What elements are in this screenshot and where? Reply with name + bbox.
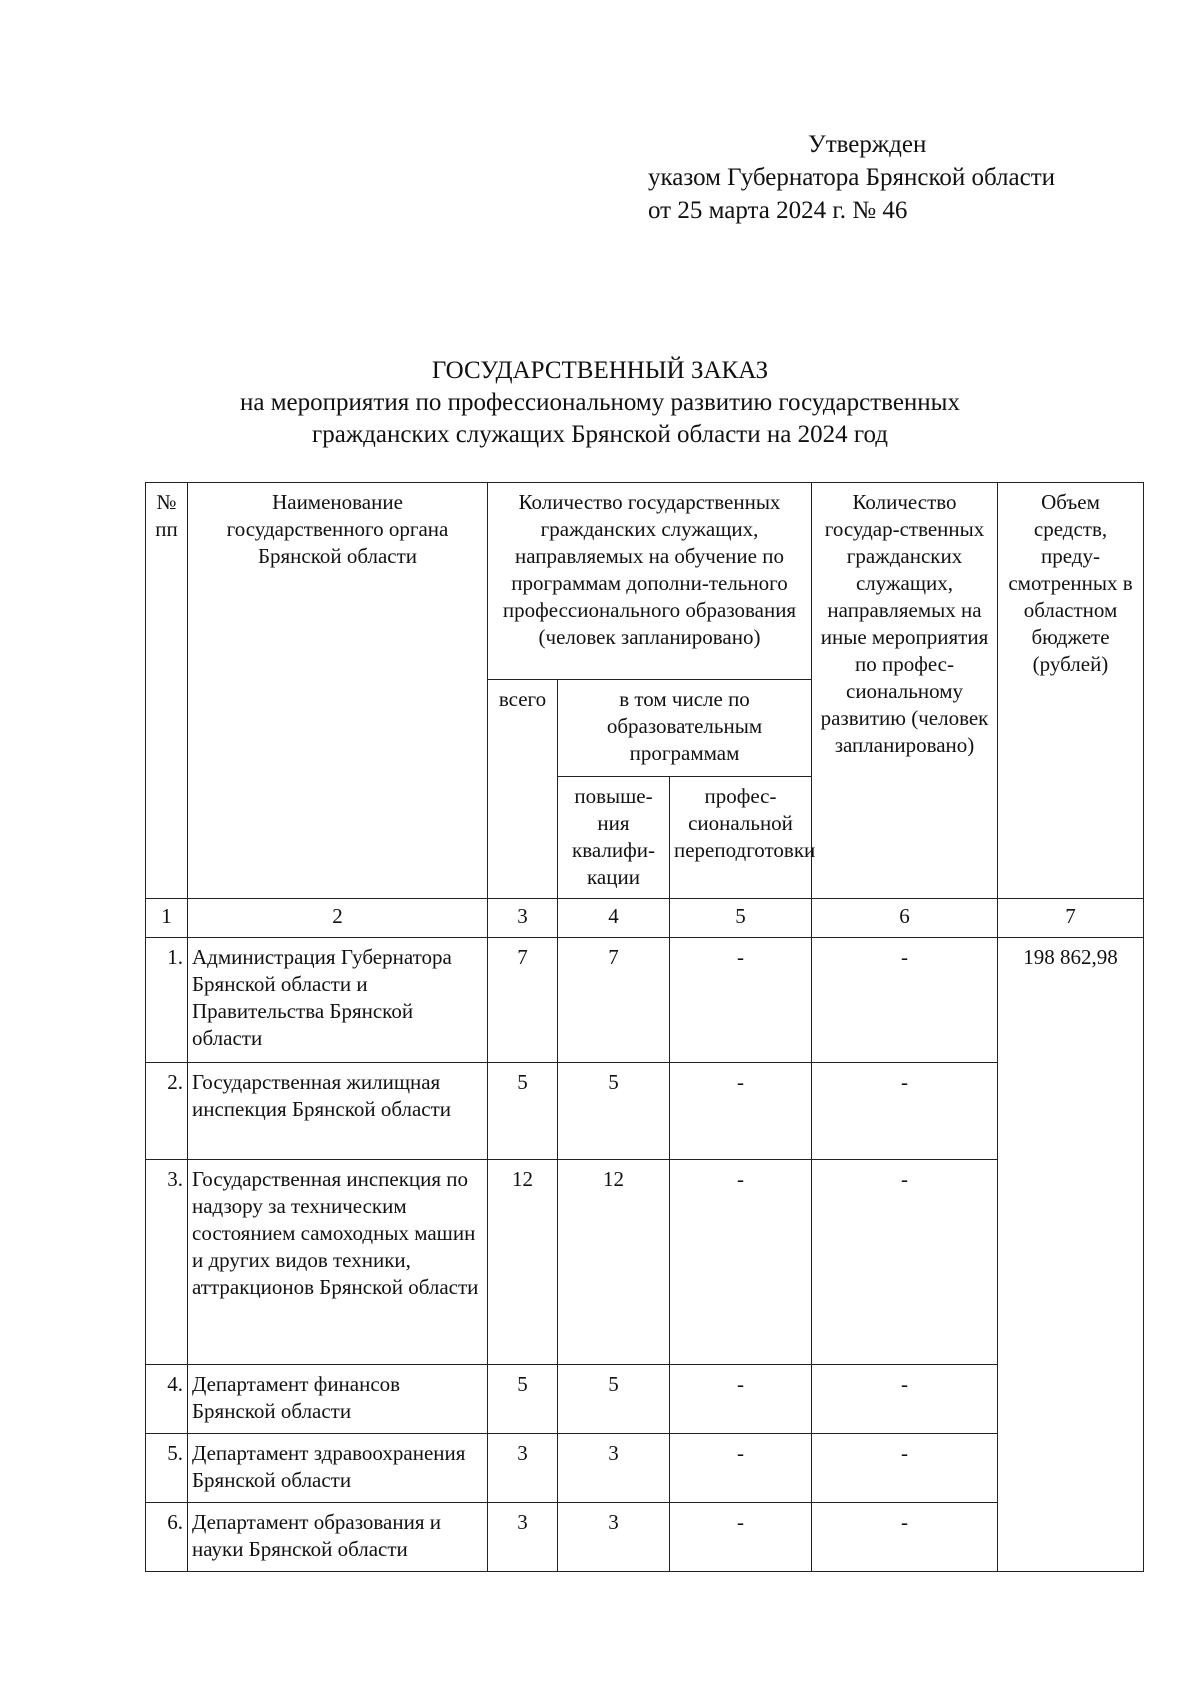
row-qualification: 3 — [558, 1434, 670, 1503]
col-number: 6 — [812, 899, 998, 938]
row-org: Департамент образования и науки Брянской области — [188, 1503, 488, 1572]
table-row — [146, 1365, 1144, 1434]
title-line-3: гражданских служащих Брянской области на 2024 год — [312, 421, 888, 448]
row-qualification: 12 — [558, 1160, 670, 1365]
header-count-other: Количество государ-ственных гражданских служащих, направляемых на иные мероприятия по профес-сиональному развитию (человек запланировано) — [812, 483, 998, 899]
header-org: Наименование государственного органа Брянской области — [188, 483, 488, 899]
row-qualification: 5 — [558, 1365, 670, 1434]
state-order-table — [145, 482, 1144, 1572]
approval-block — [648, 128, 1055, 227]
header-qualification: повыше-ния квалифи-кации — [558, 777, 670, 899]
row-org: Департамент здравоохранения Брянской области — [188, 1434, 488, 1503]
row-other: - — [812, 1160, 998, 1365]
header-num: № пп — [146, 483, 188, 899]
col-number: 5 — [670, 899, 812, 938]
row-other: - — [812, 1063, 998, 1160]
row-org: Администрация Губернатора Брянской области и Правительства Брянской области — [188, 938, 488, 1063]
header-row-1 — [146, 483, 1144, 680]
row-other: - — [812, 1503, 998, 1572]
col-number: 7 — [998, 899, 1144, 938]
approval-line-1: Утвержден — [808, 131, 927, 158]
col-number: 4 — [558, 899, 670, 938]
row-qualification: 3 — [558, 1503, 670, 1572]
row-retraining: - — [670, 1063, 812, 1160]
row-retraining: - — [670, 1434, 812, 1503]
col-number: 3 — [488, 899, 558, 938]
column-number-row — [146, 899, 1144, 938]
row-num: 1. — [146, 938, 188, 1063]
table-row — [146, 938, 1144, 1063]
table-row — [146, 1160, 1144, 1365]
row-retraining: - — [670, 1160, 812, 1365]
row-other: - — [812, 938, 998, 1063]
row-total: 5 — [488, 1365, 558, 1434]
header-retraining: профес-сиональной переподготовки — [670, 777, 812, 899]
row-other: - — [812, 1434, 998, 1503]
table-row — [146, 1063, 1144, 1160]
row-retraining: - — [670, 938, 812, 1063]
row-org: Государственная инспекция по надзору за техническим состоянием самоходных машин и других видов техники, аттракционов Брянской области — [188, 1160, 488, 1365]
row-retraining: - — [670, 1365, 812, 1434]
title-line-2: на мероприятия по профессиональному развитию государственных — [240, 389, 960, 416]
document-title — [200, 355, 1000, 451]
header-including: в том числе по образовательным программам — [558, 680, 812, 777]
row-total: 7 — [488, 938, 558, 1063]
budget-value: 198 862,98 — [998, 938, 1144, 1572]
row-retraining: - — [670, 1503, 812, 1572]
row-total: 3 — [488, 1434, 558, 1503]
row-num: 3. — [146, 1160, 188, 1365]
row-qualification: 5 — [558, 1063, 670, 1160]
row-total: 12 — [488, 1160, 558, 1365]
row-num: 2. — [146, 1063, 188, 1160]
title-heading: ГОСУДАРСТВЕННЫЙ ЗАКАЗ — [431, 357, 769, 384]
table-row — [146, 1434, 1144, 1503]
col-number: 2 — [188, 899, 488, 938]
approval-line-2: указом Губернатора Брянской области — [648, 164, 1056, 191]
approval-line-3: от 25 марта 2024 г. № 46 — [648, 197, 908, 224]
table-row — [146, 1503, 1144, 1572]
row-num: 4. — [146, 1365, 188, 1434]
header-budget: Объем средств, преду-смотренных в областном бюджете (рублей) — [998, 483, 1144, 899]
row-qualification: 7 — [558, 938, 670, 1063]
row-org: Государственная жилищная инспекция Брянской области — [188, 1063, 488, 1160]
row-total: 3 — [488, 1503, 558, 1572]
row-num: 5. — [146, 1434, 188, 1503]
row-num: 6. — [146, 1503, 188, 1572]
row-total: 5 — [488, 1063, 558, 1160]
row-other: - — [812, 1365, 998, 1434]
header-total: всего — [488, 680, 558, 899]
row-org: Департамент финансов Брянской области — [188, 1365, 488, 1434]
header-count-training: Количество государственных гражданских служащих, направляемых на обучение по программам дополни-тельного профессионального образования (человек запланировано) — [488, 483, 812, 680]
col-number: 1 — [146, 899, 188, 938]
